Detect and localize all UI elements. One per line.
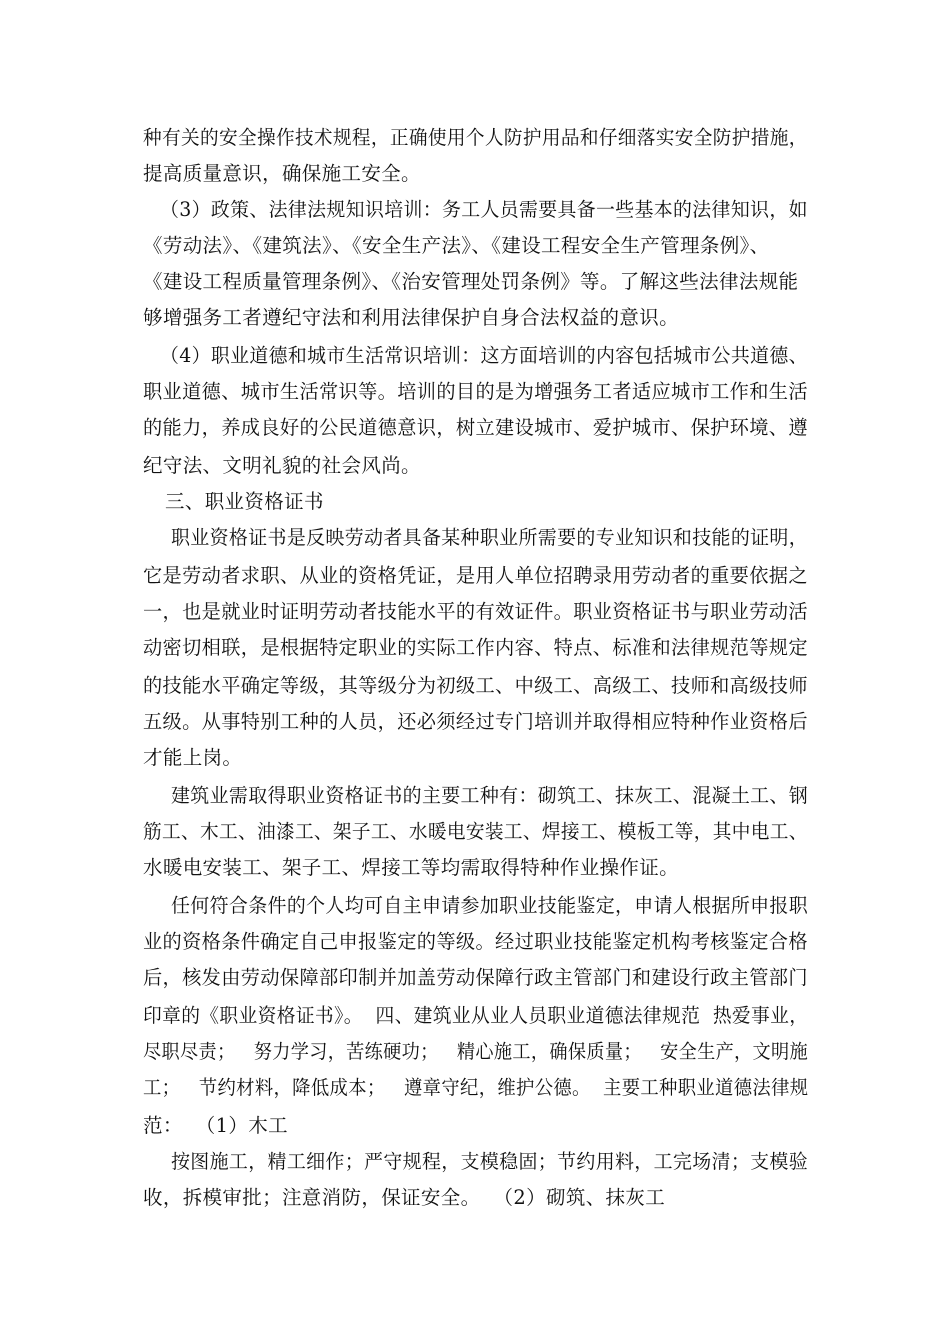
text-line: 后，核发由劳动保障部印制并加盖劳动保障行政主管部门和建设行政主管部门 [143,966,808,989]
text-line: 《劳动法》、《建筑法》、《安全生产法》、《建设工程安全生产管理条例》、 [143,234,770,257]
text-line: 纪守法、文明礼貌的社会风尚。 [143,454,421,477]
text-line: 任何符合条件的个人均可自主申请参加职业技能鉴定，申请人根据所申报职 [171,894,809,917]
text-line: 尽职尽责； 努力学习，苦练硬功； 精心施工，确保质量； 安全生产，文明施 [143,1040,809,1063]
text-line: 范： （1）木工 [143,1114,288,1137]
text-line: 五级。从事特别工种的人员，还必须经过专门培训并取得相应特种作业资格后 [143,710,808,733]
text-line: 按图施工，精工细作；严守规程，支模稳固；节约用料，工完场清；支模验 [171,1150,809,1173]
text-line: 收，拆模审批；注意消防，保证安全。 （2）砌筑、抹灰工 [143,1186,666,1209]
section-heading: 三、职业资格证书 [165,490,324,513]
text-line: （4）职业道德和城市生活常识培训：这方面培训的内容包括城市公共道德、 [160,344,808,367]
text-line: 动密切相联，是根据特定职业的实际工作内容、特点、标准和法律规范等规定 [143,636,808,659]
text-line: 才能上岗。 [143,746,243,769]
text-line: 一，也是就业时证明劳动者技能水平的有效证件。职业资格证书与职业劳动活 [143,600,808,623]
text-line: 够增强务工者遵纪守法和利用法律保护自身合法权益的意识。 [143,306,679,329]
text-line: 《建设工程质量管理条例》、《治安管理处罚条例》等。了解这些法律法规能 [143,270,799,293]
text-line: 的能力，养成良好的公民道德意识，树立建设城市、爱护城市、保护环境、遵 [143,416,808,439]
text-line: （3）政策、法律法规知识培训：务工人员需要具备一些基本的法律知识，如 [160,198,808,221]
text-line: 职业道德、城市生活常识等。培训的目的是为增强务工者适应城市工作和生活 [143,380,808,403]
text-line: 种有关的安全操作技术规程，正确使用个人防护用品和仔细落实安全防护措施， [143,126,808,149]
text-line: 筋工、木工、油漆工、架子工、水暖电安装工、焊接工、模板工等，其中电工、 [143,820,808,843]
text-line: 提高质量意识，确保施工安全。 [143,162,421,185]
text-line: 建筑业需取得职业资格证书的主要工种有：砌筑工、抹灰工、混凝土工、钢 [171,784,809,807]
text-line: 印章的《职业资格证书》。 四、建筑业从业人员职业道德法律规范 热爱事业， [143,1004,809,1027]
text-line: 的技能水平确定等级，其等级分为初级工、中级工、高级工、技师和高级技师 [143,674,808,697]
text-line: 水暖电安装工、架子工、焊接工等均需取得特种作业操作证。 [143,856,679,879]
text-line: 工； 节约材料，降低成本； 遵章守纪，维护公德。 主要工种职业道德法律规 [143,1076,809,1099]
text-line: 职业资格证书是反映劳动者具备某种职业所需要的专业知识和技能的证明， [171,526,809,549]
text-line: 业的资格条件确定自己申报鉴定的等级。经过职业技能鉴定机构考核鉴定合格 [143,930,808,953]
text-line: 它是劳动者求职、从业的资格凭证，是用人单位招聘录用劳动者的重要依据之 [143,564,808,587]
